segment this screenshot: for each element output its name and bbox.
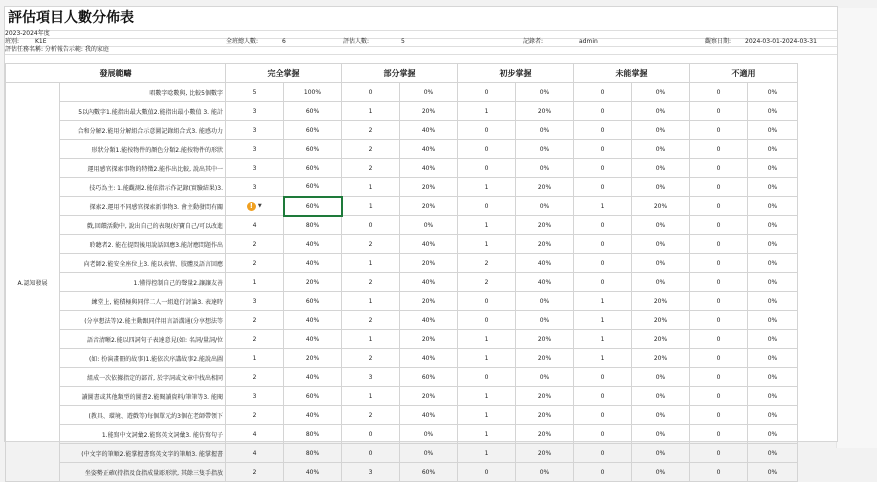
table-row	[6, 330, 798, 349]
table-row	[6, 178, 798, 197]
percent-cell[interactable]: 0%	[516, 121, 574, 140]
count-cell[interactable]: 1	[342, 178, 400, 197]
percent-cell[interactable]: 20%	[400, 178, 458, 197]
table-row	[6, 197, 798, 216]
grid-line	[5, 30, 837, 31]
count-cell[interactable]: 0	[690, 83, 748, 102]
percent-cell[interactable]: 40%	[400, 349, 458, 368]
percent-cell[interactable]: 20%	[400, 330, 458, 349]
count-cell[interactable]: 0	[690, 463, 748, 482]
percent-cell[interactable]: 20%	[284, 349, 342, 368]
table-row	[6, 444, 798, 463]
count-cell[interactable]: 0	[458, 463, 516, 482]
percent-cell[interactable]: 0%	[516, 83, 574, 102]
count-cell[interactable]: 2	[226, 311, 284, 330]
count-cell[interactable]: 0	[690, 425, 748, 444]
percent-cell[interactable]: 40%	[284, 368, 342, 387]
percent-cell[interactable]: 60%	[284, 102, 342, 121]
percent-cell[interactable]: 0%	[748, 83, 798, 102]
percent-cell[interactable]: 0%	[632, 121, 690, 140]
activity-cell[interactable]: 技巧為主: 1.能觀測2.能依指示作記錄(實驗結果)3.	[60, 178, 226, 197]
count-cell[interactable]: 3	[226, 140, 284, 159]
table-row	[6, 406, 798, 425]
percent-cell[interactable]: 0%	[748, 216, 798, 235]
percent-cell[interactable]: 40%	[284, 406, 342, 425]
table-row	[6, 102, 798, 121]
percent-cell[interactable]: 20%	[284, 273, 342, 292]
count-cell[interactable]: 3	[342, 463, 400, 482]
header-na: 不適用	[690, 64, 798, 83]
count-cell[interactable]: 0	[458, 83, 516, 102]
count-cell[interactable]: 1	[342, 102, 400, 121]
activity-cell[interactable]: 戲,回饋活動中, 說出自己的表現(好寶自己/可以改進	[60, 216, 226, 235]
count-cell[interactable]: 1	[226, 349, 284, 368]
percent-cell[interactable]: 20%	[516, 425, 574, 444]
count-cell[interactable]: 0	[690, 140, 748, 159]
count-cell[interactable]: 1	[574, 330, 632, 349]
percent-cell[interactable]: 60%	[284, 178, 342, 197]
count-cell[interactable]: 2	[226, 463, 284, 482]
percent-cell[interactable]: 0%	[400, 425, 458, 444]
activity-cell[interactable]: 唱數字唸數與, 比較5個數字	[60, 83, 226, 102]
percent-cell[interactable]: 0%	[632, 216, 690, 235]
count-cell[interactable]: 2	[342, 406, 400, 425]
percent-cell[interactable]: 0%	[748, 311, 798, 330]
grid-line	[5, 54, 837, 55]
percent-cell[interactable]: 60%	[284, 121, 342, 140]
count-cell[interactable]: 0	[458, 140, 516, 159]
percent-cell[interactable]: 0%	[748, 178, 798, 197]
total-label: 全班總人數:	[226, 38, 259, 45]
class-value: K1E	[35, 38, 47, 45]
table-row	[6, 140, 798, 159]
count-cell[interactable]: 0	[690, 121, 748, 140]
count-cell[interactable]: 0	[690, 197, 748, 216]
count-cell[interactable]: 3	[226, 178, 284, 197]
count-cell[interactable]: 0	[690, 311, 748, 330]
percent-cell[interactable]: 60%	[400, 463, 458, 482]
count-cell[interactable]: 1	[458, 216, 516, 235]
warning-icon[interactable]: !	[247, 202, 256, 211]
percent-cell[interactable]: 60%	[284, 292, 342, 311]
activity-cell[interactable]: (如: 扮演畫冊的故事)1.能依次序講故事2.能說出圖	[60, 349, 226, 368]
percent-cell[interactable]: 0%	[632, 368, 690, 387]
percent-cell[interactable]: 60%	[284, 197, 342, 216]
activity-cell[interactable]: 練堂上, 能積極與同伴二人一組進行討論3. 表達時	[60, 292, 226, 311]
percent-cell[interactable]: 0%	[516, 140, 574, 159]
percent-cell[interactable]: 0%	[748, 292, 798, 311]
percent-cell[interactable]: 40%	[400, 406, 458, 425]
percent-cell[interactable]: 40%	[400, 235, 458, 254]
assessed-value: 5	[401, 38, 405, 45]
count-cell[interactable]: 1	[458, 349, 516, 368]
percent-cell[interactable]: 0%	[516, 368, 574, 387]
count-cell[interactable]: 1	[342, 292, 400, 311]
percent-cell[interactable]: 40%	[516, 273, 574, 292]
percent-cell[interactable]: 0%	[748, 197, 798, 216]
count-cell[interactable]: 0	[574, 216, 632, 235]
count-cell[interactable]: 0	[458, 292, 516, 311]
count-cell[interactable]: 1	[458, 387, 516, 406]
count-cell[interactable]: 3	[226, 387, 284, 406]
percent-cell[interactable]: 20%	[400, 292, 458, 311]
percent-cell[interactable]: 20%	[400, 197, 458, 216]
activity-cell[interactable]: (中文字的筆順2.能掌握書寫英文字的筆順3. 能掌握書	[60, 444, 226, 463]
count-cell[interactable]: 1	[574, 311, 632, 330]
total-value: 6	[282, 38, 286, 45]
grid-line	[5, 46, 837, 47]
count-cell[interactable]: 0	[574, 273, 632, 292]
percent-cell[interactable]: 20%	[632, 292, 690, 311]
percent-cell[interactable]: 0%	[748, 235, 798, 254]
percent-cell[interactable]: 0%	[632, 102, 690, 121]
count-cell[interactable]: 0	[690, 330, 748, 349]
percent-cell[interactable]: 20%	[516, 349, 574, 368]
count-cell[interactable]: 0	[342, 216, 400, 235]
sheet-right-edge	[836, 8, 877, 448]
count-cell[interactable]: 2	[342, 311, 400, 330]
percent-cell[interactable]: 0%	[748, 463, 798, 482]
count-cell[interactable]: 2	[342, 140, 400, 159]
percent-cell[interactable]: 40%	[400, 311, 458, 330]
count-cell[interactable]: 0	[574, 159, 632, 178]
count-cell[interactable]: 0	[690, 102, 748, 121]
count-cell[interactable]: 0	[458, 159, 516, 178]
percent-cell[interactable]: 0%	[748, 349, 798, 368]
count-cell[interactable]: 5	[226, 83, 284, 102]
percent-cell[interactable]: 20%	[632, 349, 690, 368]
count-cell[interactable]: 3	[226, 121, 284, 140]
table-row	[6, 235, 798, 254]
percent-cell[interactable]: 20%	[400, 254, 458, 273]
count-cell[interactable]: 4	[226, 444, 284, 463]
percent-cell[interactable]: 0%	[632, 140, 690, 159]
count-cell[interactable]: 1	[574, 292, 632, 311]
count-cell[interactable]: 3	[226, 102, 284, 121]
percent-cell[interactable]: 60%	[284, 387, 342, 406]
task-name: 評估任務名稱: 分析報告示範: 我的家庭	[5, 46, 109, 53]
percent-cell[interactable]: 0%	[516, 292, 574, 311]
table-row	[6, 83, 798, 102]
count-cell[interactable]: 1	[458, 235, 516, 254]
activity-cell[interactable]: 1.能寫中文詞彙2.能寫英文詞彙3. 能仿寫句子	[60, 425, 226, 444]
count-cell[interactable]: 0	[458, 311, 516, 330]
table-row	[6, 159, 798, 178]
activity-cell[interactable]: 形狀分類1.能按物件的顏色分類2.能按物件的形狀	[60, 140, 226, 159]
percent-cell[interactable]: 20%	[516, 178, 574, 197]
count-cell[interactable]: 0	[574, 368, 632, 387]
count-cell[interactable]: 2	[458, 254, 516, 273]
percent-cell[interactable]: 0%	[516, 197, 574, 216]
count-cell[interactable]: 0	[690, 368, 748, 387]
percent-cell[interactable]: 0%	[748, 121, 798, 140]
count-cell[interactable]: 1	[342, 197, 400, 216]
count-cell[interactable]: 0	[342, 425, 400, 444]
count-cell[interactable]: 2	[342, 273, 400, 292]
count-cell[interactable]: 1	[458, 406, 516, 425]
count-cell[interactable]: 2	[458, 273, 516, 292]
count-cell[interactable]: 0	[458, 121, 516, 140]
percent-cell[interactable]: 0%	[516, 463, 574, 482]
count-cell[interactable]: 1	[342, 330, 400, 349]
percent-cell[interactable]: 20%	[400, 387, 458, 406]
distribution-table	[5, 63, 798, 482]
count-cell[interactable]: 0	[574, 463, 632, 482]
count-cell[interactable]: 0	[574, 121, 632, 140]
count-cell[interactable]: 0	[690, 349, 748, 368]
count-cell[interactable]: 0	[690, 292, 748, 311]
count-cell[interactable]: 0	[458, 197, 516, 216]
count-cell[interactable]: 0	[574, 178, 632, 197]
count-cell[interactable]: 0	[690, 235, 748, 254]
header-row	[6, 64, 798, 83]
period-value: 2024-03-01-2024-03-31	[745, 38, 817, 45]
percent-cell[interactable]: 0%	[632, 254, 690, 273]
recorder-label: 記錄者:	[523, 38, 544, 45]
activity-cell[interactable]: 語音清晰2.能以四詞句子表達意見(如: 名詞/量詞/位	[60, 330, 226, 349]
percent-cell[interactable]: 0%	[632, 406, 690, 425]
percent-cell[interactable]: 20%	[632, 311, 690, 330]
percent-cell[interactable]: 60%	[400, 368, 458, 387]
header-partial: 部分掌握	[342, 64, 458, 83]
class-label: 班別:	[5, 38, 20, 45]
percent-cell[interactable]: 80%	[284, 425, 342, 444]
percent-cell[interactable]: 40%	[284, 311, 342, 330]
activity-cell[interactable]: 1.懂得控制自己的聲量2.讓讓友善	[60, 273, 226, 292]
activity-cell[interactable]: 讀圖書或其他類型的圖書2.能閱讀資料/筆筆等3. 能閱	[60, 387, 226, 406]
activity-cell[interactable]: 合和分解2.能用分解組合示意圖記錄組合式3. 能感功力	[60, 121, 226, 140]
count-cell[interactable]: 4	[226, 216, 284, 235]
count-cell[interactable]: 1	[458, 178, 516, 197]
percent-cell[interactable]: 0%	[400, 83, 458, 102]
percent-cell[interactable]: 0%	[748, 330, 798, 349]
count-cell[interactable]: 3	[226, 292, 284, 311]
percent-cell[interactable]: 0%	[632, 444, 690, 463]
report-title: 評估項目人數分佈表	[8, 10, 134, 26]
percent-cell[interactable]: 0%	[748, 368, 798, 387]
table-row	[6, 292, 798, 311]
percent-cell[interactable]: 20%	[516, 406, 574, 425]
activity-cell[interactable]: (教具、環境、遊戲等)每個單元約3個在老師帶領下	[60, 406, 226, 425]
percent-cell[interactable]: 20%	[516, 330, 574, 349]
percent-cell[interactable]: 0%	[632, 463, 690, 482]
activity-cell[interactable]: 運用感官探索事物的特徵2.能作出比較, 說出其中一	[60, 159, 226, 178]
percent-cell[interactable]: 0%	[632, 387, 690, 406]
percent-cell[interactable]: 60%	[284, 159, 342, 178]
count-cell[interactable]: 4	[226, 425, 284, 444]
percent-cell[interactable]: 40%	[284, 330, 342, 349]
count-cell[interactable]: 0	[574, 83, 632, 102]
percent-cell[interactable]: 0%	[748, 254, 798, 273]
header-area: 發展範疇	[6, 64, 226, 83]
count-cell[interactable]: 0	[690, 159, 748, 178]
percent-cell[interactable]: 20%	[516, 102, 574, 121]
percent-cell[interactable]: 0%	[400, 444, 458, 463]
dropdown-caret-icon[interactable]: ▼	[257, 203, 262, 209]
spreadsheet-window	[4, 6, 838, 477]
count-cell[interactable]: 0	[574, 425, 632, 444]
table-row	[6, 121, 798, 140]
percent-cell[interactable]: 0%	[748, 102, 798, 121]
table-row	[6, 463, 798, 482]
count-cell[interactable]: 2	[226, 406, 284, 425]
percent-cell[interactable]: 0%	[632, 178, 690, 197]
count-cell[interactable]: 1	[458, 444, 516, 463]
table-row	[6, 254, 798, 273]
school-year: 2023-2024年度	[5, 30, 50, 37]
count-cell[interactable]: 0	[690, 178, 748, 197]
count-cell[interactable]: 1	[458, 102, 516, 121]
percent-cell[interactable]: 0%	[748, 444, 798, 463]
count-cell[interactable]: 2	[226, 235, 284, 254]
count-cell[interactable]: 1	[342, 254, 400, 273]
count-cell[interactable]: 0	[690, 254, 748, 273]
percent-cell[interactable]: 20%	[516, 444, 574, 463]
percent-cell[interactable]: 0%	[748, 159, 798, 178]
count-cell[interactable]: 0	[342, 444, 400, 463]
count-cell[interactable]: 0	[690, 406, 748, 425]
percent-cell[interactable]: 80%	[284, 216, 342, 235]
count-cell[interactable]: 0	[574, 254, 632, 273]
percent-cell[interactable]: 40%	[284, 235, 342, 254]
activity-cell[interactable]: 向老師2.能安全座位上3. 能以表情、肢體及語言回應	[60, 254, 226, 273]
percent-cell[interactable]: 0%	[400, 216, 458, 235]
recorder-value: admin	[579, 38, 598, 45]
percent-cell[interactable]: 0%	[748, 387, 798, 406]
percent-cell[interactable]: 0%	[516, 311, 574, 330]
count-cell[interactable]: 0	[458, 368, 516, 387]
count-cell[interactable]: 0	[574, 387, 632, 406]
count-cell[interactable]: 2	[342, 121, 400, 140]
percent-cell[interactable]: 0%	[748, 140, 798, 159]
count-cell[interactable]: 0	[342, 83, 400, 102]
period-label: 觀察日期:	[705, 38, 732, 45]
count-cell[interactable]: 2	[342, 349, 400, 368]
count-cell[interactable]: 0	[574, 102, 632, 121]
count-cell[interactable]: 0	[690, 444, 748, 463]
table-row	[6, 216, 798, 235]
percent-cell[interactable]: 40%	[284, 463, 342, 482]
table-row	[6, 349, 798, 368]
count-cell[interactable]: 0	[690, 216, 748, 235]
percent-cell[interactable]: 20%	[516, 235, 574, 254]
count-cell[interactable]: 0	[574, 444, 632, 463]
count-cell[interactable]: 3	[342, 368, 400, 387]
count-cell[interactable]: 0	[574, 140, 632, 159]
percent-cell[interactable]: 20%	[632, 197, 690, 216]
percent-cell[interactable]: 40%	[400, 159, 458, 178]
percent-cell[interactable]: 100%	[284, 83, 342, 102]
percent-cell[interactable]: 20%	[400, 102, 458, 121]
percent-cell[interactable]: 40%	[400, 273, 458, 292]
count-cell[interactable]: 1	[342, 387, 400, 406]
table-row	[6, 311, 798, 330]
table-row	[6, 387, 798, 406]
header-initial: 初步掌握	[458, 64, 574, 83]
count-cell[interactable]: 1	[574, 197, 632, 216]
assessed-label: 評估人數:	[343, 38, 370, 45]
percent-cell[interactable]: 0%	[632, 83, 690, 102]
percent-cell[interactable]: 0%	[516, 159, 574, 178]
count-cell[interactable]: 1	[458, 425, 516, 444]
percent-cell[interactable]: 0%	[748, 425, 798, 444]
count-cell[interactable]: 2	[342, 159, 400, 178]
percent-cell[interactable]: 0%	[748, 406, 798, 425]
percent-cell[interactable]: 0%	[632, 235, 690, 254]
percent-cell[interactable]: 60%	[284, 140, 342, 159]
activity-cell[interactable]: (分享想法等)2.能主動跟同伴用言語溝通(分享想法等	[60, 311, 226, 330]
warning-cell[interactable]	[226, 197, 284, 216]
activity-cell[interactable]: 組成一次依據指定的部首, 於字詞或文章中找出相同	[60, 368, 226, 387]
percent-cell[interactable]: 20%	[516, 216, 574, 235]
percent-cell[interactable]: 0%	[632, 425, 690, 444]
percent-cell[interactable]: 0%	[632, 159, 690, 178]
percent-cell[interactable]: 40%	[400, 140, 458, 159]
percent-cell[interactable]: 20%	[632, 330, 690, 349]
count-cell[interactable]: 2	[226, 330, 284, 349]
percent-cell[interactable]: 40%	[516, 254, 574, 273]
header-not: 未能掌握	[574, 64, 690, 83]
percent-cell[interactable]: 80%	[284, 444, 342, 463]
table-row	[6, 368, 798, 387]
count-cell[interactable]: 2	[342, 235, 400, 254]
percent-cell[interactable]: 40%	[284, 254, 342, 273]
percent-cell[interactable]: 20%	[516, 387, 574, 406]
count-cell[interactable]: 2	[226, 368, 284, 387]
activity-cell[interactable]: 聆聽者2. 能在提問後用說話回應3.能討應問題作出	[60, 235, 226, 254]
percent-cell[interactable]: 0%	[632, 273, 690, 292]
activity-cell[interactable]: 探索2.運用不同感官探索新事物3. 會主動發問有關	[60, 197, 226, 216]
category-cell[interactable]: A.認知發展	[6, 83, 60, 482]
count-cell[interactable]: 0	[574, 406, 632, 425]
count-cell[interactable]: 0	[574, 235, 632, 254]
percent-cell[interactable]: 0%	[748, 273, 798, 292]
activity-cell[interactable]: 坐姿勢正確(持指及食指成量彫形狀, 其餘三隻手指放	[60, 463, 226, 482]
count-cell[interactable]: 0	[690, 387, 748, 406]
activity-cell[interactable]: 5以內數字1.能指出最大數值2.能指出最小數值 3. 能計	[60, 102, 226, 121]
header-full: 完全掌握	[226, 64, 342, 83]
count-cell[interactable]: 1	[574, 349, 632, 368]
count-cell[interactable]: 3	[226, 159, 284, 178]
count-cell[interactable]: 1	[458, 330, 516, 349]
table-row	[6, 425, 798, 444]
count-cell[interactable]: 0	[690, 273, 748, 292]
count-cell[interactable]: 1	[226, 273, 284, 292]
count-cell[interactable]: 2	[226, 254, 284, 273]
table-row	[6, 273, 798, 292]
percent-cell[interactable]: 40%	[400, 121, 458, 140]
